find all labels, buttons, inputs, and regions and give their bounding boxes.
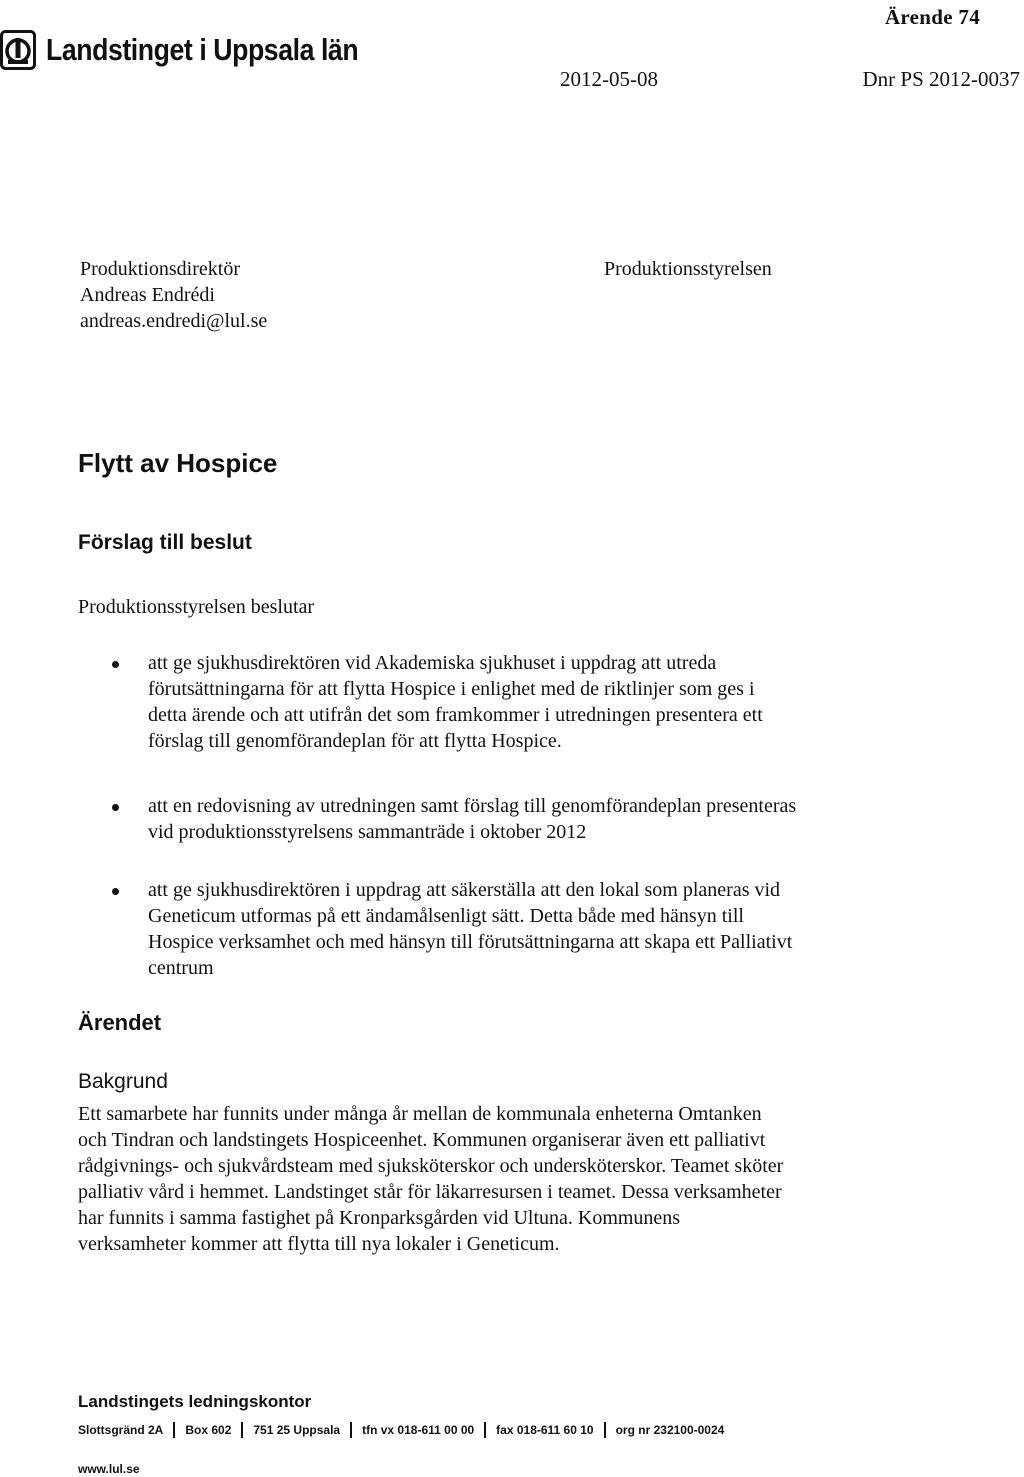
footer-phone: tfn vx 018-611 00 00	[362, 1423, 475, 1437]
footer-separator	[173, 1422, 175, 1438]
sender-block	[80, 256, 440, 334]
sender-name: Andreas Endrédi	[80, 284, 215, 306]
proposal-item	[148, 793, 968, 845]
county-logo-icon	[0, 30, 36, 70]
footer-contact-line	[78, 1422, 724, 1438]
footer-website-link[interactable]: www.lul.se	[78, 1462, 140, 1476]
proposal-line: vid produktionsstyrelsens sammanträde i oktober 2012	[148, 821, 587, 843]
footer-separator	[350, 1422, 352, 1438]
footer-org-number: org nr 232100-0024	[615, 1423, 725, 1437]
paragraph-line: och Tindran och landstingets Hospiceenhet. Kommunen organiserar även ett palliativt	[78, 1129, 766, 1151]
decision-intro: Produktionsstyrelsen beslutar	[78, 596, 315, 618]
footer-separator	[604, 1422, 606, 1438]
footer-street-address: Slottsgränd 2A	[78, 1423, 164, 1437]
organization-name: Landstinget i Uppsala län	[46, 32, 359, 67]
document-reference-number: Dnr PS 2012-0037	[862, 67, 1020, 91]
recipient: Produktionsstyrelsen	[604, 258, 772, 280]
proposal-line: Geneticum utformas på ett ändamålsenligt sätt. Detta både med hänsyn till	[148, 905, 744, 927]
sender-email: andreas.endredi@lul.se	[80, 310, 268, 332]
paragraph-line: Ett samarbete har funnits under många år mellan de kommunala enheterna Omtanken	[78, 1103, 762, 1125]
organization-logo	[0, 30, 409, 70]
paragraph-line: rådgivnings- och sjukvårdsteam med sjuksköterskor och undersköterskor. Teamet sköter	[78, 1155, 784, 1177]
proposal-line: att en redovisning av utredningen samt förslag till genomförandeplan presenteras	[148, 795, 797, 817]
proposal-item	[148, 877, 968, 981]
proposal-line: detta ärende och att utifrån det som framkommer i utredningen presentera ett	[148, 704, 763, 726]
sender-role: Produktionsdirektör	[80, 258, 240, 280]
case-number-label: Ärende 74	[884, 5, 980, 29]
proposal-line: förslag till genomförandeplan för att flytta Hospice.	[148, 730, 562, 752]
document-title: Flytt av Hospice	[78, 448, 278, 478]
proposal-item	[148, 650, 968, 754]
bullet-icon	[112, 661, 119, 668]
footer-fax: fax 018-611 60 10	[496, 1423, 594, 1437]
footer-separator	[484, 1422, 486, 1438]
bullet-icon	[112, 804, 119, 811]
paragraph-line: verksamheter kommer att flytta till nya lokaler i Geneticum.	[78, 1233, 560, 1255]
document-date: 2012-05-08	[560, 67, 658, 91]
background-paragraph	[78, 1101, 958, 1257]
proposal-heading: Förslag till beslut	[78, 531, 252, 554]
proposal-line: Hospice verksamhet och med hänsyn till förutsättningarna att skapa ett Palliativt	[148, 931, 793, 953]
footer-postal-city: 751 25 Uppsala	[253, 1423, 341, 1437]
proposal-line: att ge sjukhusdirektören i uppdrag att säkerställa att den lokal som planeras vid	[148, 879, 781, 901]
proposal-line: centrum	[148, 957, 214, 979]
footer-organization: Landstingets ledningskontor	[78, 1392, 312, 1411]
proposal-line: att ge sjukhusdirektören vid Akademiska sjukhuset i uppdrag att utreda	[148, 652, 717, 674]
footer-po-box: Box 602	[185, 1423, 232, 1437]
background-subheading: Bakgrund	[78, 1070, 168, 1093]
paragraph-line: palliativ vård i hemmet. Landstinget står för läkarresursen i teamet. Dessa verksamheter	[78, 1181, 782, 1203]
bullet-icon	[112, 888, 119, 895]
proposal-line: förutsättningarna för att flytta Hospice i enlighet med de riktlinjer som ges i	[148, 678, 755, 700]
section-heading: Ärendet	[78, 1010, 162, 1035]
paragraph-line: har funnits i samma fastighet på Kronparksgården vid Ultuna. Kommunens	[78, 1207, 681, 1229]
footer-separator	[241, 1422, 243, 1438]
